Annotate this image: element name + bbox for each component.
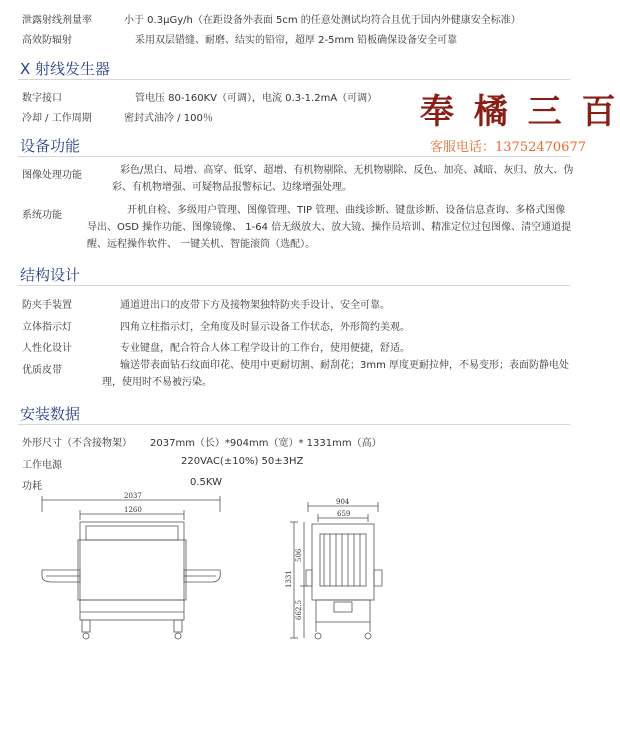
system-function-value: 开机自检、多级用户管理、图像管理、TIP 管理、曲线诊断、键盘诊断、设备信息查询、多格式图像导出、OSD 操作功能、图像镜像、 1-64 倍无级放大、放大镜、操作员培训、精准定位过包图像、清空通道提醒、远程操作软件、 一键关机、智能滚筒（选配）。 xyxy=(87,205,572,250)
dose-rate-label: 泄露射线剂量率 xyxy=(22,15,92,26)
digital-interface-value: 管电压 80-160KV（可调），电流 0.3-1.2mA（可调） xyxy=(135,93,378,104)
side-lower-dim: 662.5 xyxy=(295,599,303,620)
xray-divider xyxy=(18,79,570,80)
belt-label: 优质皮带 xyxy=(22,365,62,376)
brand-phone: 客服电话：13752470677 xyxy=(430,140,586,155)
ergonomic-label: 人性化设计 xyxy=(22,343,72,354)
brand-logo-text: 奉 橘 三 百 xyxy=(420,92,620,132)
ergonomic-value: 专业键盘，配合符合人体工程学设计的工作台，使用便捷，舒适。 xyxy=(120,343,410,354)
dose-rate-value: 小于 0.3μGy/h（在距设备外表面 5cm 的任意处测试均符合且优于国内外健康安全标准） xyxy=(124,15,521,26)
image-processing-value: 彩色/黑白、局增、高穿、低穿、超增、有机物剔除、无机物剔除、反色、加亮、减暗、灰归、放大、伪彩、有机物增强、可疑物品报警标记、边缘增强处理。 xyxy=(112,165,574,193)
power-consumption-label: 功耗 xyxy=(22,481,42,492)
technical-drawing xyxy=(0,490,589,650)
function-section-title: 设备功能 xyxy=(20,137,81,155)
side-tunnel-dim: 659 xyxy=(337,510,351,518)
side-width-dim: 904 xyxy=(336,498,350,506)
belt-value: 输送带表面钻石纹面印花、使用中更耐切割、耐刮花；3mm 厚度更耐拉伸，不易变形；表面防静电处理，使用时不易被污染。 xyxy=(102,360,570,388)
xray-section-title: X 射线发生器 xyxy=(20,60,111,78)
install-section-title: 安装数据 xyxy=(20,405,81,423)
power-supply-label: 工作电源 xyxy=(22,460,62,471)
radiation-protection-value: 采用双层错缝、耐磨、结实的铅帘，超厚 2-5mm 铅板确保设备安全可靠 xyxy=(135,35,458,46)
side-view-body xyxy=(312,524,374,600)
side-height-dim: 1331 xyxy=(285,570,293,588)
front-tunnel-dim: 1260 xyxy=(124,506,142,514)
system-function-label: 系统功能 xyxy=(22,210,62,221)
power-consumption-value: 0.5KW xyxy=(190,477,222,488)
indicator-lamp-value: 四角立柱指示灯，全角度及时显示设备工作状态，外形简约美观。 xyxy=(120,322,410,333)
radiation-protection-label: 高效防辐射 xyxy=(22,35,72,46)
front-length-dim: 2037 xyxy=(124,492,142,500)
image-processing-label: 图像处理功能 xyxy=(22,170,82,181)
power-supply-value: 220VAC(±10%) 50±3HZ xyxy=(181,456,304,467)
cooling-value: 密封式油冷 / 100％ xyxy=(124,113,213,124)
structure-section-title: 结构设计 xyxy=(20,266,81,284)
anti-pinch-value: 通道进出口的皮带下方及接物架独特防夹手设计、安全可靠。 xyxy=(120,300,390,311)
digital-interface-label: 数字接口 xyxy=(22,93,62,104)
front-view-body xyxy=(80,522,184,620)
cooling-label: 冷却 / 工作周期 xyxy=(22,113,92,124)
install-divider xyxy=(18,424,570,425)
anti-pinch-label: 防夹手装置 xyxy=(22,300,72,311)
side-upper-dim: 506 xyxy=(295,548,303,562)
indicator-lamp-label: 立体指示灯 xyxy=(22,322,72,333)
structure-divider xyxy=(18,285,570,286)
function-divider xyxy=(18,156,570,157)
dimensions-value: 2037mm（长）*904mm（宽）* 1331mm（高） xyxy=(150,438,382,449)
dimensions-label: 外形尺寸（不含接物架） xyxy=(22,438,132,449)
